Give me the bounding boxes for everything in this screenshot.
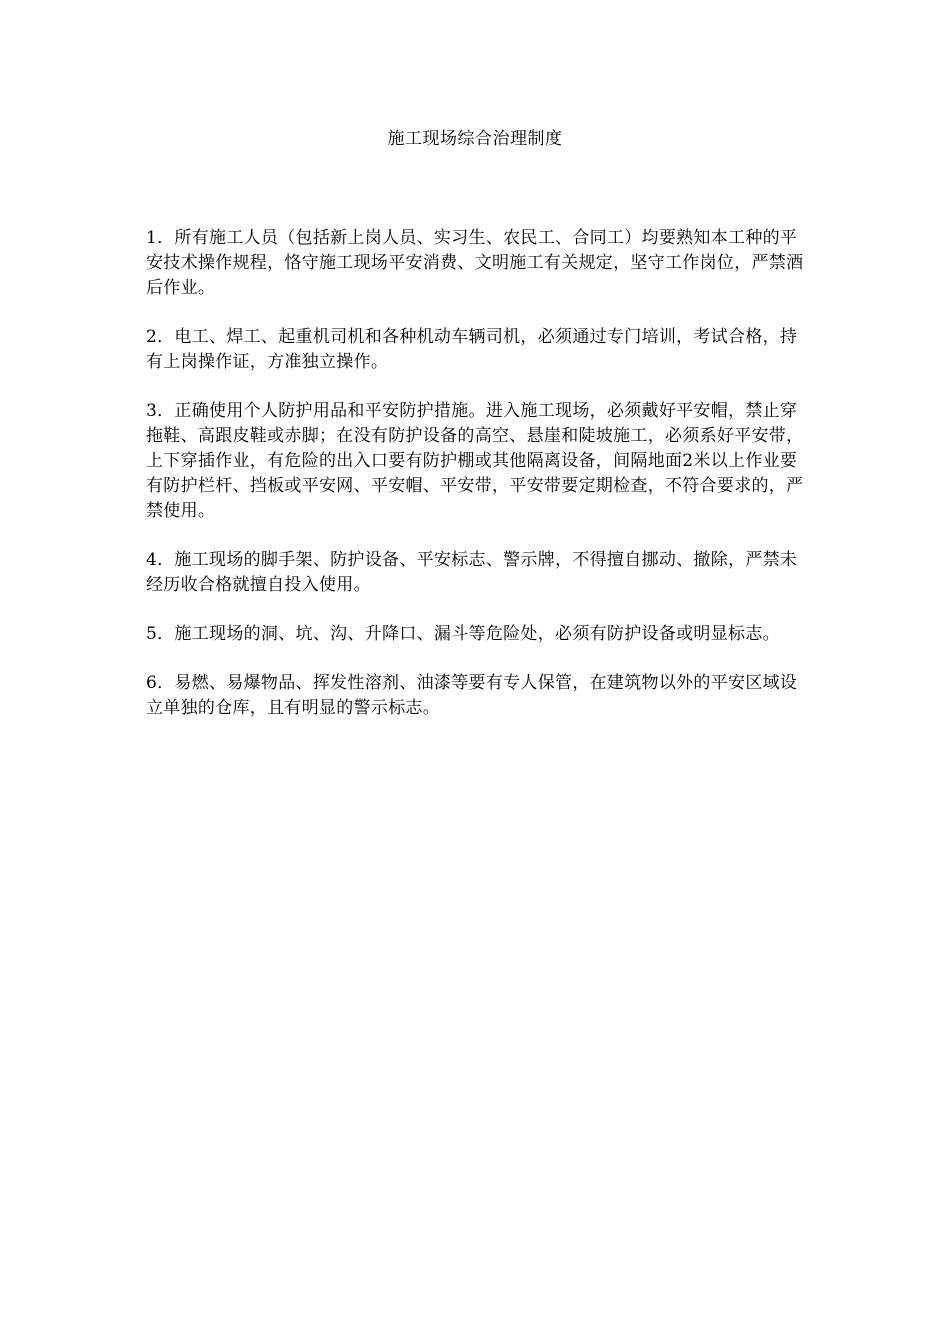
paragraph-3: 3．正确使用个人防护用品和平安防护措施。进入施工现场，必须戴好平安帽，禁止穿拖鞋、高跟皮鞋或赤脚；在没有防护设备的高空、悬崖和陡坡施工，必须系好平安带，上下穿插作业，有危险的出入口要有防护棚或其他隔离设备，间隔地面2米以上作业要有防护栏杆、挡板或平安网、平安帽、平安带，平安带要定期检查，不符合要求的，严禁使用。 <box>146 401 804 521</box>
paragraph-5: 5．施工现场的洞、坑、沟、升降口、漏斗等危险处，必须有防护设备或明显标志。 <box>146 624 780 644</box>
document-body <box>146 226 806 745</box>
paragraph-1: 1．所有施工人员（包括新上岗人员、实习生、农民工、合同工）均要熟知本工种的平安技术操作规程，恪守施工现场平安消费、文明施工有关规定，坚守工作岗位，严禁酒后作业。 <box>146 228 804 298</box>
paragraph-6: 6．易燃、易爆物品、挥发性溶剂、油漆等要有专人保管，在建筑物以外的平安区域设立单独的仓库，且有明显的警示标志。 <box>146 673 798 718</box>
paragraph-2: 2．电工、焊工、起重机司机和各种机动车辆司机，必须通过专门培训，考试合格，持有上岗操作证，方准独立操作。 <box>146 327 798 372</box>
document-title: 施工现场综合治理制度 <box>387 129 563 149</box>
paragraph-4: 4．施工现场的脚手架、防护设备、平安标志、警示牌，不得擅自挪动、撤除，严禁未经历收合格就擅自投入使用。 <box>146 550 798 595</box>
